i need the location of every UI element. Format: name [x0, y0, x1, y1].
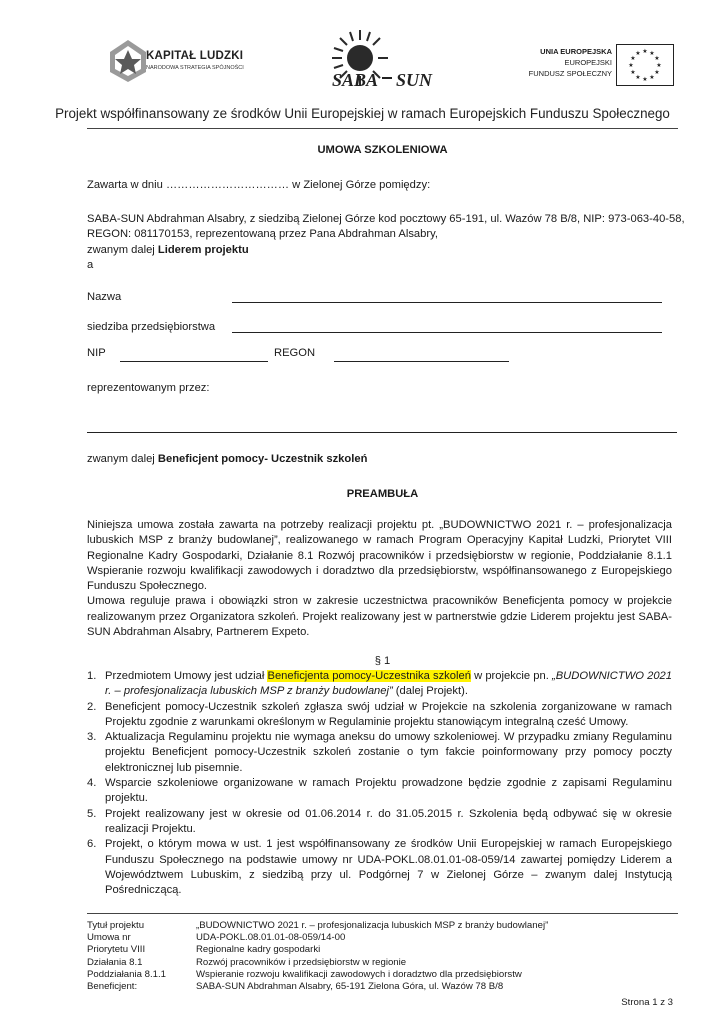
field-name-label: Nazwa	[87, 291, 122, 303]
field-name-line[interactable]	[232, 302, 662, 303]
eu-line2: EUROPEJSKI	[564, 58, 612, 67]
eu-line3: FUNDUSZ SPOŁECZNY	[528, 69, 612, 78]
cofinanced-header: Projekt współfinansowany ze środków Unii Europejskiej w ramach Europejskich Funduszu Społecznego	[55, 106, 670, 121]
footer-key: Beneficjent:	[87, 981, 138, 993]
svg-text:★: ★	[642, 76, 648, 83]
preamble-body	[87, 518, 672, 640]
footer-value: SABA-SUN Abdrahman Alsabry, 65-191 Zielona Góra, ul. Wazów 78 B/8	[196, 981, 504, 993]
field-regon-line[interactable]	[334, 361, 509, 362]
header-divider	[87, 128, 678, 129]
preamble-title: PREAMBUŁA	[346, 488, 419, 500]
party1-line2: REGON: 081170153, reprezentowaną przez Pana Abdrahman Alsabry,	[87, 228, 438, 241]
svg-text:★: ★	[642, 48, 648, 55]
item2-text: Beneficjent pomocy-Uczestnik szkoleń zgłasza swój udział w Projekcie na szkolenia zorganizowane w ramach Projektu zgodnie z warunkami określonym w Regulaminie projektu stanowiącym integralną cześć Umowy.	[105, 700, 672, 728]
page-number: Strona 1 z 3	[621, 997, 673, 1008]
party2-called-prefix: zwanym dalej	[87, 453, 158, 465]
kl-logo-title: KAPITAŁ LUDZKI	[146, 50, 244, 62]
svg-text:★: ★	[654, 55, 660, 62]
svg-text:★: ★	[628, 62, 634, 69]
and-word: a	[87, 258, 94, 271]
kapital-ludzki-logo	[108, 38, 258, 86]
svg-text:★: ★	[630, 69, 636, 76]
item1-text-b: w projekcie pn.	[470, 670, 552, 682]
footer-row	[87, 920, 678, 932]
footer-key: Działania 8.1	[87, 956, 143, 968]
svg-text:★: ★	[656, 62, 662, 69]
item1-text-c: (dalej Projekt).	[392, 685, 468, 698]
party2-called	[87, 452, 367, 467]
footer-key: Tytuł projektu	[87, 920, 145, 931]
footer-value: Regionalne kadry gospodarki	[196, 944, 321, 956]
list-item: 2. Beneficjent pomocy-Uczestnik szkoleń zgłasza swój udział w Projekcie na szkolenia zorganizowane w ramach Projektu zgodnie z warunkami określonym w Regulaminie projektu stanowiącym integralną cześć Umowy.	[87, 700, 672, 728]
svg-text:★: ★	[649, 50, 655, 57]
list-item: 4. Wsparcie szkoleniowe organizowane w ramach Projektu prowadzone będzie zgodnie z zapisami Regulaminu projektu.	[87, 777, 672, 805]
field-nip-line[interactable]	[120, 361, 268, 362]
field-nip-label: NIP	[87, 347, 106, 359]
saba-logo-text-right: SUN	[396, 70, 433, 90]
party1-called-prefix: zwanym dalej	[87, 243, 158, 256]
footer-value: „BUDOWNICTWO 2021 r. – profesjonalizacja lubuskich MSP z branży budowlanej”	[196, 920, 549, 931]
footer-row	[87, 957, 678, 969]
preamble-paragraph-2: Umowa reguluje prawa i obowiązki stron w zakresie uczestnictwa pracowników Beneficjenta pomocy w projekcie realizowanym przez Organizatora szkoleń. Projekt realizowany jest w partnerstwie gdzie Liderem projektu jest SABA-SUN Abdrahman Alsabry, Partnerem Expeto.	[87, 595, 672, 639]
kl-logo-subtitle: NARODOWA STRATEGIA SPÓJNOŚCI	[146, 65, 244, 71]
field-represented-label: reprezentowanym przez:	[87, 382, 210, 394]
footer-value: Wspieranie rozwoju kwalifikacji zawodowych i doradztwo dla przedsiębiorstw	[196, 968, 522, 980]
footer-value: Rozwój pracowników i przedsiębiorstw w regionie	[196, 956, 407, 968]
party1-block	[87, 212, 685, 273]
svg-text:★: ★	[635, 50, 641, 57]
footer-table	[87, 920, 678, 993]
eu-line1: UNIA EUROPEJSKA	[540, 47, 612, 56]
footer-key: Umowa nr	[87, 932, 131, 944]
saba-logo-text-left: SABA	[332, 70, 379, 90]
footer-key: Poddziałania 8.1.1	[87, 968, 166, 980]
footer-row	[87, 969, 678, 981]
kapital-ludzki-emblem-icon	[108, 38, 148, 84]
field-regon-label: REGON	[274, 347, 316, 359]
concluded-line: Zawarta w dniu …………………………… w Zielonej Górze pomiędzy:	[87, 179, 431, 191]
document-title: UMOWA SZKOLENIOWA	[317, 144, 448, 156]
footer-row	[87, 981, 678, 993]
item5-text: Projekt realizowany jest w okresie od 01.06.2014 r. do 31.05.2015 r. Szkolenia będą odbywać się w okresie realizacji Projektu.	[105, 807, 672, 835]
party1-called	[87, 243, 678, 258]
footer-key: Priorytetu VIII	[87, 944, 146, 956]
footer-row	[87, 944, 678, 956]
list-item: 5. Projekt realizowany jest w okresie od 01.06.2014 r. do 31.05.2015 r. Szkolenia będą odbywać się w okresie realizacji Projektu.	[87, 807, 672, 835]
item1-highlight: Beneficjenta pomocy-Uczestnika szkoleń	[267, 670, 471, 682]
list-item: 1. Przedmiotem Umowy jest udział Beneficjenta pomocy-Uczestnika szkoleń w projekcie pn. „BUDOWNICTWO 2021 r. – profesjonalizacja lubuskich MSP z branży budowlanej” (dalej Projekt).	[87, 670, 673, 698]
footer-value: UDA-POKL.08.01.01-08-059/14-00	[196, 932, 346, 944]
item6-text: Projekt, o którym mowa w ust. 1 jest współfinansowany ze środków Unii Europejskiej w ramach Europejskiego Funduszu Społecznego na podstawie umowy nr UDA-POKL.08.01.01-08-059/14 zawartej pomiędzy Liderem a Województwem Lubuskim, z siedzibą przy ul. Podgórnej 7 w Zielonej Górze – zwanym dalej Instytucją Pośredniczącą.	[105, 838, 672, 897]
svg-text:★: ★	[649, 74, 655, 81]
item4-text: Wsparcie szkoleniowe organizowane w ramach Projektu prowadzone będzie zgodnie z zapisami Regulaminu projektu.	[105, 777, 672, 805]
list-item: 6. Projekt, o którym mowa w ust. 1 jest współfinansowany ze środków Unii Europejskiej w ramach Europejskiego Funduszu Społecznego na podstawie umowy nr UDA-POKL.08.01.01-08-059/14 zawartej pomiędzy Liderem a Województwem Lubuskim, z siedzibą przy ul. Podgórnej 7 w Zielonej Górze – zwanym dalej Instytucją Pośredniczącą.	[87, 838, 672, 897]
footer-row	[87, 932, 678, 944]
field-seat-label: siedziba przedsiębiorstwa	[87, 321, 216, 333]
party1-line1: SABA-SUN Abdrahman Alsabry, z siedzibą Zielonej Górze kod pocztowy 65-191, ul. Wazów 78 B/8, NIP: 973-063-40-58,	[87, 213, 685, 225]
eu-flag-icon	[616, 44, 674, 86]
footer-divider	[87, 913, 678, 914]
saba-sun-logo	[330, 28, 445, 92]
field-represented-line[interactable]	[87, 432, 677, 433]
svg-text:★: ★	[654, 69, 660, 76]
item1-text-a: Przedmiotem Umowy jest udział	[105, 670, 268, 682]
section-1-list	[87, 669, 672, 898]
item3-text: Aktualizacja Regulaminu projektu nie wymaga aneksu do umowy szkoleniowej. W przypadku zmiany Regulaminu projektu Beneficjent pomocy-Uczestnik szkoleń zostanie o tym fakcie poinformowany przy pomocy poczty elektronicznej lub pisemnie.	[105, 731, 672, 774]
item1-project-name: „BUDOWNICTWO 2021 r. – profesjonalizacja lubuskich MSP z branży budowlanej”	[105, 670, 673, 698]
field-seat-line[interactable]	[232, 332, 662, 333]
eu-logo	[514, 44, 674, 90]
party1-role: Liderem projektu	[157, 243, 249, 256]
section-1-title: § 1	[374, 655, 391, 667]
preamble-paragraph-1: Niniejsza umowa została zawarta na potrzeby realizacji projektu pt. „BUDOWNICTWO 2021 r. – profesjonalizacja lubuskich MSP z branży budowlanej”, realizowanego w ramach Program Operacyjny Kapitał Ludzki, Priorytet VIII Regionalne Kadry Gospodarki, Działanie 8.1 Rozwój pracowników i przedsiębiorstw w regionie, Poddziałanie 8.1.1 Wspieranie rozwoju kwalifikacji zawodowych i doradztwo dla przedsiębiorstw, współfinansowanego z Europejskiego Funduszu Społecznego.	[87, 519, 672, 593]
list-item: 3. Aktualizacja Regulaminu projektu nie wymaga aneksu do umowy szkoleniowej. W przypadku zmiany Regulaminu projektu Beneficjent pomocy-Uczestnik szkoleń zostanie o tym fakcie poinformowany przy pomocy poczty elektronicznej lub pisemnie.	[87, 731, 672, 774]
party2-role: Beneficjent pomocy- Uczestnik szkoleń	[157, 453, 368, 465]
svg-text:★: ★	[635, 74, 641, 81]
svg-text:★: ★	[630, 55, 636, 62]
